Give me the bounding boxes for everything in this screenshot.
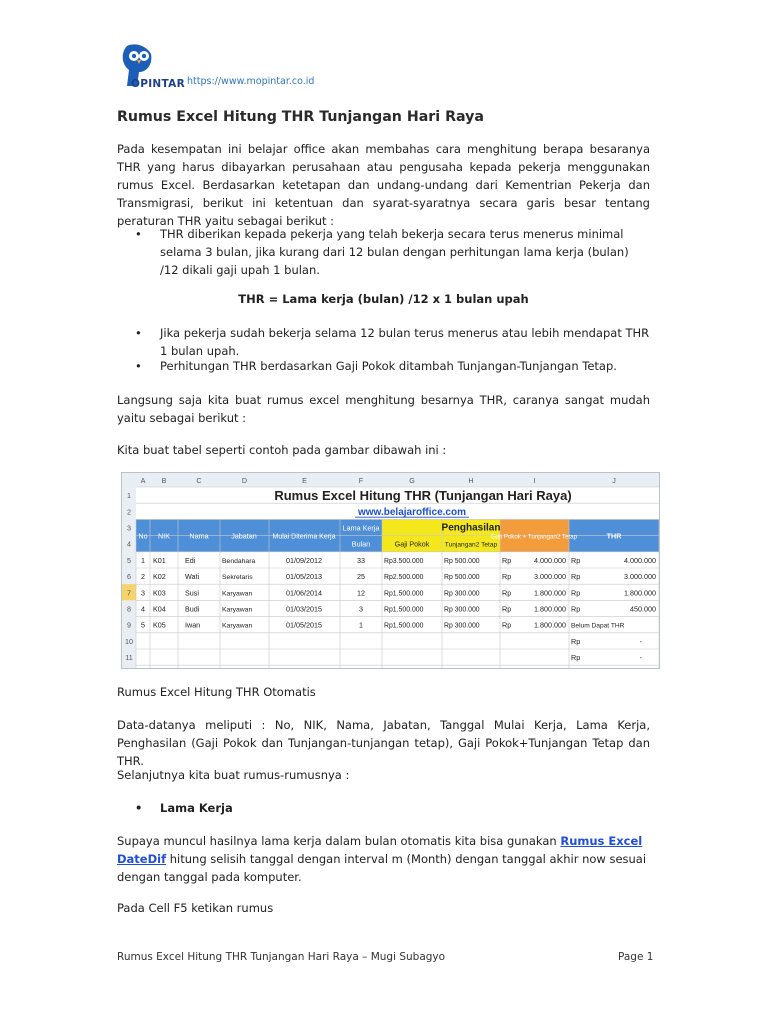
cell-text: 01/05/2013 bbox=[286, 572, 322, 582]
cell-text: 01/03/2015 bbox=[286, 604, 322, 614]
cell-text: 1.800.000 bbox=[534, 588, 566, 598]
list-item-text: THR diberikan kepada pekerja yang telah bekerja secara terus menerus minimal selama 3 bulan, jika kurang dari 12 bulan dengan perhitungan lama kerja (bulan) /12 dikali gaji upah 1 bulan. bbox=[160, 227, 629, 277]
row-number: 5 bbox=[127, 555, 131, 565]
cell-text: 25 bbox=[357, 572, 365, 582]
cell-text: 1.800.000 bbox=[534, 604, 566, 614]
cell-text: K01 bbox=[153, 555, 166, 565]
page-number: Page 1 bbox=[618, 951, 654, 963]
page-title: Rumus Excel Hitung THR Tunjangan Hari Raya bbox=[117, 109, 484, 125]
cell-text: Wati bbox=[185, 572, 200, 582]
column-letter: C bbox=[196, 476, 202, 485]
header-mulai: Mulai Diterima Kerja bbox=[272, 533, 336, 541]
list-item bbox=[135, 799, 650, 817]
header-lama: Lama Kerja bbox=[342, 523, 380, 533]
cell-text: 01/06/2014 bbox=[286, 588, 322, 598]
thr-formula: THR = Lama kerja (bulan) /12 x 1 bulan upah bbox=[238, 292, 529, 306]
cell-text: 1.800.000 bbox=[624, 588, 656, 598]
spreadsheet-image bbox=[121, 472, 660, 669]
intro-paragraph: Pada kesempatan ini belajar office akan membahas cara menghitung berapa besaranya THR yang harus dibayarkan perusahaan atau pengusaha kepada pekerja menggunakan rumus Excel. Berdasarkan ketetapan dan undang-undang dari Kementrian Pekerja dan Transmigrasi, berikut ini ketentuan dan syarat-syaratnya secara garis besar tentang peraturan THR yaitu sebagai berikut : bbox=[117, 142, 650, 228]
list-item bbox=[135, 357, 650, 375]
cell-text: Belum Dapat THR bbox=[571, 622, 625, 630]
column-letter: I bbox=[533, 476, 536, 485]
cell-text: Rp 300.000 bbox=[444, 590, 480, 598]
cell-text: 01/05/2015 bbox=[286, 620, 322, 630]
header-penghasilan: Penghasilan bbox=[441, 522, 501, 534]
cell-text: Rp2.500.000 bbox=[384, 574, 424, 582]
cell-text: 2 bbox=[141, 572, 145, 582]
site-url-link[interactable]: https://www.mopintar.co.id bbox=[187, 76, 315, 87]
cell-text: Rp 300.000 bbox=[444, 622, 480, 630]
column-letter: B bbox=[161, 476, 167, 485]
row-number: 6 bbox=[127, 572, 131, 582]
cell-text: 1.800.000 bbox=[534, 620, 566, 630]
column-letter: H bbox=[468, 476, 474, 485]
row-number: 7 bbox=[127, 588, 131, 598]
cell-text: Edi bbox=[185, 555, 196, 565]
cell-text: Rp1.500.000 bbox=[384, 622, 424, 630]
row-number: 2 bbox=[127, 507, 131, 517]
cell-text: 3.000.000 bbox=[624, 572, 656, 582]
row-number: 9 bbox=[127, 620, 131, 630]
column-letter: G bbox=[409, 476, 415, 485]
cell-text: Susi bbox=[185, 588, 199, 598]
paragraph: Data-datanya meliputi : No, NIK, Nama, Jabatan, Tanggal Mulai Kerja, Lama Kerja, Penghasilan (Gaji Pokok dan Tunjangan-tunjangan tetap), Gaji Pokok+Tunjangan Tetap dan THR. bbox=[117, 718, 650, 768]
header-thr: THR bbox=[606, 531, 622, 541]
sheet-subtitle: www.belajaroffice.com bbox=[358, 507, 466, 519]
cell-text: 3.000.000 bbox=[534, 572, 566, 582]
list-item-text: Lama Kerja bbox=[160, 801, 233, 815]
cell-text: 3 bbox=[359, 604, 363, 614]
column-letter: J bbox=[612, 476, 616, 485]
cell-text: Rp3.500.000 bbox=[384, 557, 424, 565]
row-number: 10 bbox=[125, 636, 133, 646]
cell-text: Rp bbox=[571, 604, 581, 614]
cell-text: Sekretaris bbox=[222, 574, 253, 582]
header-tunjangan: Tunjangan2 Tetap bbox=[444, 541, 498, 549]
cell-text: Rp bbox=[571, 636, 581, 646]
cell-text: Rp bbox=[571, 555, 581, 565]
cell-text: 1 bbox=[141, 555, 145, 565]
header-nik: NIK bbox=[158, 531, 170, 541]
cell-text: 01/09/2012 bbox=[286, 555, 322, 565]
column-letter: D bbox=[241, 476, 248, 485]
paragraph: Selanjutnya kita buat rumus-rumusnya : bbox=[117, 768, 350, 782]
header-no: No bbox=[138, 531, 148, 541]
header-bulan: Bulan bbox=[351, 539, 371, 549]
cell-text: Rp 300.000 bbox=[444, 606, 480, 614]
list-item bbox=[135, 324, 650, 360]
column-letter: F bbox=[358, 476, 364, 485]
column-letter: E bbox=[302, 476, 307, 485]
cell-text: Rp 500.000 bbox=[444, 574, 480, 582]
row-number: 8 bbox=[127, 604, 131, 614]
column-letter: A bbox=[140, 476, 146, 485]
header-jabatan: Jabatan bbox=[231, 531, 257, 541]
cell-text: Karyawan bbox=[222, 622, 253, 630]
cell-text: Karyawan bbox=[222, 606, 253, 614]
row-number: 11 bbox=[125, 653, 133, 663]
cell-text: K04 bbox=[153, 604, 166, 614]
cell-text: Rp bbox=[502, 588, 512, 598]
cell-text: Rp bbox=[571, 653, 581, 663]
cell-text: 12 bbox=[357, 588, 365, 598]
paragraph: Pada Cell F5 ketikan rumus bbox=[117, 901, 274, 915]
footer-left: Rumus Excel Hitung THR Tunjangan Hari Raya – Mugi Subagyo bbox=[117, 951, 446, 963]
cell-text: K03 bbox=[153, 588, 166, 598]
list-item-text: Perhitungan THR berdasarkan Gaji Pokok ditambah Tunjangan-Tunjangan Tetap. bbox=[160, 359, 617, 373]
paragraph bbox=[117, 832, 650, 886]
cell-text: 1 bbox=[359, 620, 363, 630]
cell-text: K05 bbox=[153, 620, 166, 630]
cell-text: 450.000 bbox=[630, 604, 656, 614]
paragraph-text: hitung selisih tanggal dengan interval m (Month) dengan tanggal akhir now sesuai dengan tanggal pada komputer. bbox=[117, 852, 647, 884]
cell-text: 33 bbox=[357, 555, 365, 565]
header-gaji-plus: Gaji Pokok + Tunjangan2 Tetap bbox=[490, 533, 578, 541]
cell-text: - bbox=[639, 653, 642, 663]
cell-text: Rp bbox=[502, 555, 512, 565]
list-item bbox=[135, 225, 650, 279]
cell-text: Iwan bbox=[185, 620, 201, 630]
row-number: 4 bbox=[127, 539, 131, 549]
cell-text: Budi bbox=[185, 604, 200, 614]
cell-text: 4.000.000 bbox=[534, 555, 566, 565]
paragraph-text: Supaya muncul hasilnya lama kerja dalam bulan otomatis kita bisa gunakan bbox=[117, 834, 561, 848]
column-header-bar bbox=[122, 473, 659, 487]
cell-text: K02 bbox=[153, 572, 166, 582]
paragraph: Langsung saja kita buat rumus excel menghitung besarnya THR, caranya sangat mudah yaitu sebagai berikut : bbox=[117, 393, 650, 425]
cell-text: Bendahara bbox=[222, 557, 256, 565]
bullet-icon: • bbox=[135, 326, 142, 340]
cell-text: 5 bbox=[141, 620, 145, 630]
sheet-title: Rumus Excel Hitung THR (Tunjangan Hari Raya) bbox=[274, 488, 572, 503]
header-gaji-pokok: Gaji Pokok bbox=[394, 539, 430, 549]
cell-text: 4 bbox=[141, 604, 145, 614]
cell-text: Rp bbox=[571, 588, 581, 598]
row-number: 3 bbox=[127, 523, 131, 533]
cell-text: - bbox=[639, 636, 642, 646]
cell-text: Rp bbox=[502, 604, 512, 614]
bullet-icon: • bbox=[135, 801, 143, 815]
bullet-icon: • bbox=[135, 359, 142, 373]
datedif-link[interactable]: Rumus Excel DateDif bbox=[117, 834, 643, 866]
cell-text: Rp bbox=[571, 572, 581, 582]
cell-text: Rp1.500.000 bbox=[384, 590, 424, 598]
cell-text: Karyawan bbox=[222, 590, 253, 598]
logo-wordmark: OPINTAR bbox=[131, 78, 185, 90]
cell-text: Rp bbox=[502, 620, 512, 630]
cell-text: Rp 500.000 bbox=[444, 557, 480, 565]
spreadsheet-grid bbox=[122, 473, 659, 668]
cell-text: Rp bbox=[502, 572, 512, 582]
cell-text: 4.000.000 bbox=[624, 555, 656, 565]
figure-caption: Rumus Excel Hitung THR Otomatis bbox=[117, 685, 316, 699]
paragraph: Kita buat tabel seperti contoh pada gambar dibawah ini : bbox=[117, 443, 447, 457]
cell-text: 3 bbox=[141, 588, 145, 598]
header-nama: Nama bbox=[189, 531, 209, 541]
bullet-icon: • bbox=[135, 227, 142, 241]
row-number: 1 bbox=[127, 491, 131, 501]
list-item-text: Jika pekerja sudah bekerja selama 12 bulan terus menerus atau lebih mendapat THR 1 bulan upah. bbox=[160, 326, 650, 358]
cell-text: Rp1.500.000 bbox=[384, 606, 424, 614]
